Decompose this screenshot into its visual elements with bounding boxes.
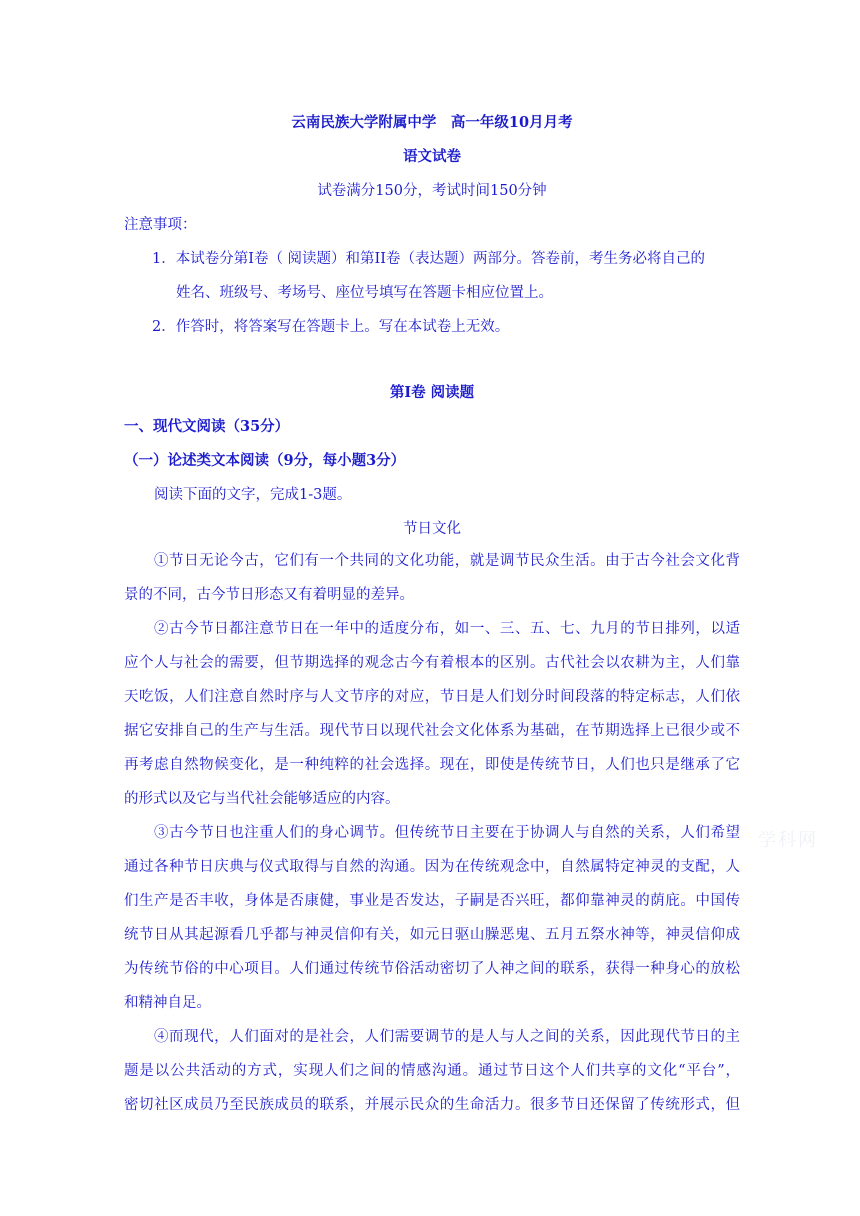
paragraph-3-line-1: ③古今节日也注重人们的身心调节。但传统节日主要在于协调人与自然的关系，人们希望 [154,825,740,841]
paragraph-2-line-5: 再考虑自然物候变化，是一种纯粹的社会选择。现在，即使是传统节日，人们也只是继承了它 [124,757,740,773]
paragraph-3-line-3: 们生产是否丰收，身体是否康健，事业是否发达，子嗣是否兴旺，都仰靠神灵的荫庇。中国传 [124,893,740,909]
paragraph-3-line-6: 和精神自足。 [124,995,211,1011]
reading-instruction: 阅读下面的文字，完成1-3题。 [154,487,352,503]
paragraph-2-line-1: ②古今节日都注意节日在一年中的适度分布，如一、三、五、七、九月的节日排列，以适 [154,621,740,637]
paragraph-4-line-1: ④而现代，人们面对的是社会，人们需要调节的是人与人之间的关系，因此现代节日的主 [154,1029,740,1045]
volume-title: 第Ⅰ卷 阅读题 [389,384,475,401]
notice-item-1-line-1: 1．本试卷分第I卷（ 阅读题）和第II卷（表达题）两部分。答卷前，考生务必将自己的 [152,251,706,267]
part-title: 一、现代文阅读（35分） [124,418,290,435]
exam-title: 云南民族大学附属中学 高一年级10月月考 [291,114,573,131]
article-title: 节日文化 [403,521,461,537]
paragraph-2-line-6: 的形式以及它与当代社会能够适应的内容。 [124,791,400,807]
paragraph-1-line-2: 景的不同，古今节日形态又有着明显的差异。 [124,587,414,603]
watermark: 学科网 [758,830,818,851]
paragraph-4-line-2: 题是以公共活动的方式，实现人们之间的情感沟通。通过节日这个人们共享的文化“平台”， [124,1063,740,1079]
notice-item-2: 2．作答时，将答案写在答题卡上。写在本试卷上无效。 [152,319,510,335]
paragraph-2-line-2: 应个人与社会的需要，但节期选择的观念古今有着根本的区别。古代社会以农耕为主，人们靠 [124,655,740,671]
exam-info: 试卷满分150分，考试时间150分钟 [317,183,547,199]
notice-heading: 注意事项： [124,217,197,233]
paragraph-3-line-2: 通过各种节日庆典与仪式取得与自然的沟通。因为在传统观念中，自然属特定神灵的支配，人 [124,859,740,875]
notice-item-1-line-2: 姓名、班级号、考场号、座位号填写在答题卡相应位置上。 [176,285,553,301]
sub-section-title: （一）论述类文本阅读（9分，每小题3分） [124,452,406,469]
paragraph-1-line-1: ①节日无论今古，它们有一个共同的文化功能，就是调节民众生活。由于古今社会文化背 [154,553,740,569]
paragraph-2-line-3: 天吃饭，人们注意自然时序与人文节序的对应，节日是人们划分时间段落的特定标志，人们依 [124,689,740,705]
paragraph-2-line-4: 据它安排自己的生产与生活。现代节日以现代社会文化体系为基础，在节期选择上已很少或不 [124,723,740,739]
paragraph-3-line-4: 统节日从其起源看几乎都与神灵信仰有关，如元日驱山臊恶鬼、五月五祭水神等，神灵信仰成 [124,927,740,943]
subject-title: 语文试卷 [403,148,461,165]
paragraph-4-line-3: 密切社区成员乃至民族成员的联系，并展示民众的生命活力。很多节日还保留了传统形式，但 [124,1097,740,1113]
paragraph-3-line-5: 为传统节俗的中心项目。人们通过传统节俗活动密切了人神之间的联系，获得一种身心的放松 [124,961,740,977]
